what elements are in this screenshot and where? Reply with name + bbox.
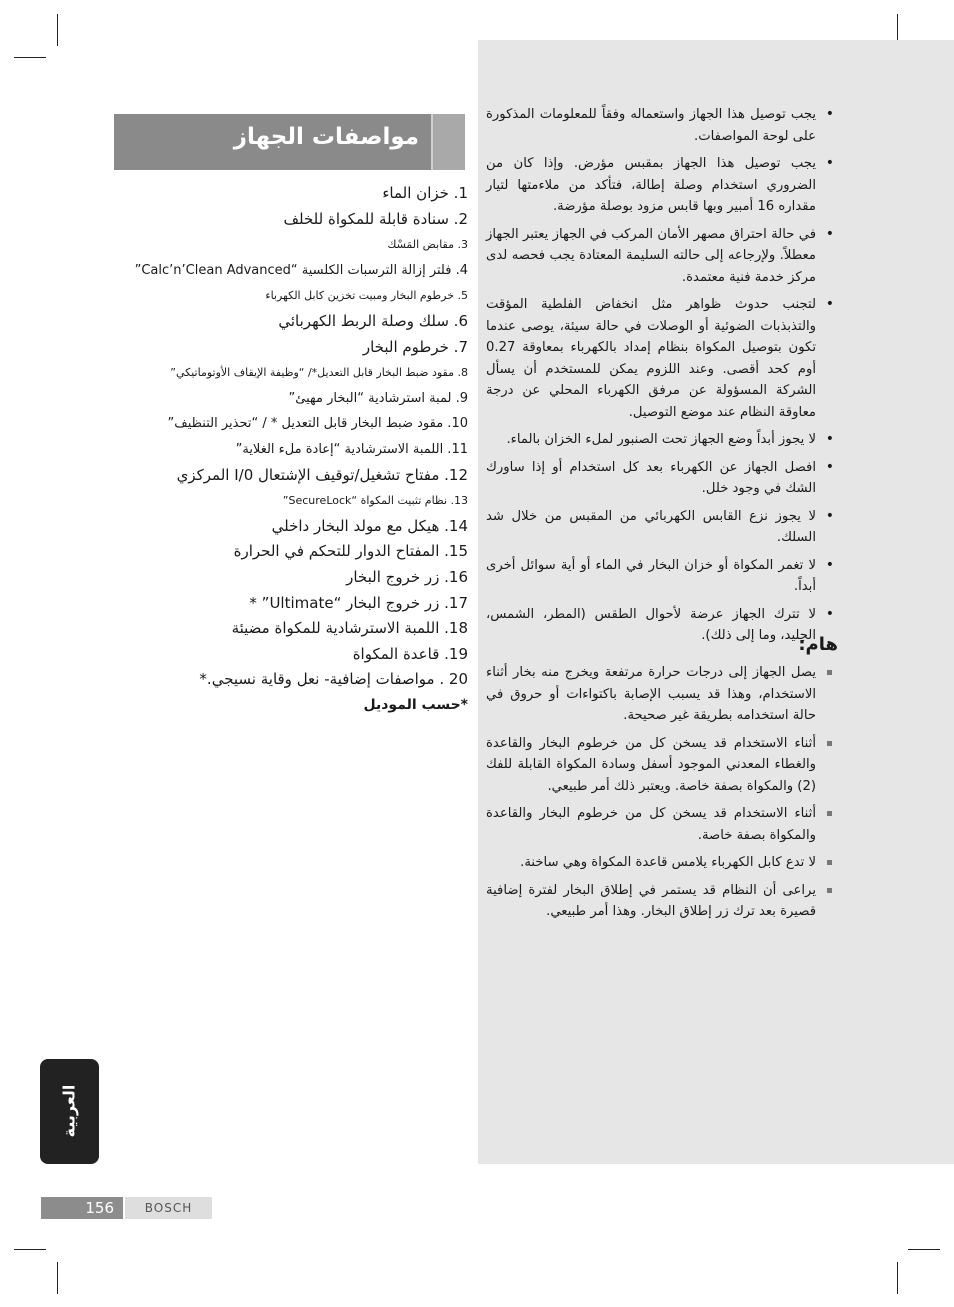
- spec-item: 19. قاعدة المكواة: [352, 644, 468, 663]
- spec-item: 15. المفتاح الدوار للتحكم في الحرارة: [233, 542, 468, 561]
- important-item: يراعى أن النظام قد يستمر في إطلاق البخار لفترة إضافية قصيرة بعد ترك زر إطلاق البخار. وهذا أمر طبيعي.: [486, 880, 836, 923]
- brand-name: BOSCH: [144, 1201, 193, 1215]
- spec-item: 6. سلك وصلة الربط الكهربائي: [278, 311, 468, 330]
- important-item: أثناء الاستخدام قد يسخن كل من خرطوم البخار والقاعدة والمكواة بصفة خاصة.: [486, 803, 836, 846]
- crop-mark: [908, 1249, 940, 1250]
- safety-item: • يجب توصيل هذا الجهاز واستعماله وفقاً للمعلومات المذكورة على لوحة المواصفات.: [486, 104, 836, 147]
- page-number: 156: [85, 1199, 114, 1217]
- spec-item: 5. خرطوم البخار ومبيت تخزين كابل الكهرباء: [265, 289, 468, 303]
- language-tab: [40, 1059, 99, 1164]
- brand-box: [125, 1197, 212, 1219]
- spec-item: 12. مفتاح تشغيل/توقيف الإشتعال I/0 المركزي: [176, 465, 468, 484]
- spec-item: 9. لمبة استرشادية “البخار مهيئ”: [288, 390, 468, 406]
- important-heading: هام:: [798, 634, 838, 655]
- spec-item: 4. فلتر إزالة الترسبات الكلسية “Calc’n’Clean Advanced”: [134, 262, 468, 278]
- page-title: مواصفات الجهاز: [233, 124, 419, 150]
- safety-item: • لا يجوز أبداً وضع الجهاز تحت الصنبور لملء الخزان بالماء.: [486, 429, 836, 451]
- safety-item: • لا تترك الجهاز عرضة لأحوال الطقس (المطر، الشمس، الجليد، وما إلى ذلك).: [486, 604, 836, 647]
- spec-item: 10. مقود ضبط البخار قابل التعديل * / “تحذير التنظيف”: [167, 416, 468, 432]
- section-title-bar: [114, 114, 465, 170]
- safety-item: • في حالة احتراق مصهر الأمان المركب في الجهاز يعتبر الجهاز معطلاً. ولإرجاعه إلى حالته السليمة المعتادة يجب فحصه لدى مركز خدمة فنية معتمدة.: [486, 224, 836, 289]
- spec-item: 11. اللمبة الاسترشادية “إعادة ملء الغلاية”: [235, 441, 468, 457]
- safety-item: • لتجنب حدوث ظواهر مثل انخفاض الفلطية المؤقت والتذبذبات الضوئية أو الوصلات في حالة سيئة، يوصى عندما تكون بتوصيل المكواة بنظام إمداد بالكهرباء بمعاوقة 0.27 أوم كحد أقصى. وعند اللزوم يمكن للمستخدم أن يسأل الشركة المسؤولة عن مرفق الكهرباء المحلي عن درجة معاوقة النظام عند موضع التوصيل.: [486, 294, 836, 423]
- safety-item: • لا يجوز نزع القابس الكهربائي من المقبس من خلال شد السلك.: [486, 506, 836, 549]
- spec-item: 2. سنادة قابلة للمكواة للخلف: [283, 209, 468, 228]
- spec-item: 13. نظام تثبيت المكواة “SecureLock”: [282, 494, 468, 508]
- spec-item: 7. خرطوم البخار: [362, 337, 468, 356]
- important-item: أثناء الاستخدام قد يسخن كل من خرطوم البخار والقاعدة والغطاء المعدني الموجود أسفل وسادة المكواة القابلة للفك (2) والمكواة بصفة خاصة. ويعتبر ذلك أمر طبيعي.: [486, 733, 836, 798]
- crop-mark: [57, 14, 58, 46]
- spec-item: 17. زر خروج البخار “Ultimate” *: [249, 593, 468, 612]
- safety-item: • لا تغمر المكواة أو خزان البخار في الماء أو أية سوائل أخرى أبداً.: [486, 555, 836, 598]
- important-item: يصل الجهاز إلى درجات حرارة مرتفعة ويخرج منه بخار أثناء الاستخدام، وهذا قد يسبب الإصابة باكتواءات أو حروق في حالة استخدامه بطريقة غير صحيحة.: [486, 662, 836, 727]
- safety-list: [486, 104, 836, 653]
- spec-item: 18. اللمبة الاسترشادية للمكواة مضيئة: [231, 619, 468, 638]
- spec-item: 3. مقابض المَسْك: [387, 238, 468, 252]
- spec-item: 16. زر خروج البخار: [346, 567, 468, 586]
- spec-item: 14. هيكل مع مولد البخار داخلي: [271, 516, 468, 535]
- language-label: العربية: [59, 1084, 79, 1138]
- important-item: لا تدع كابل الكهرباء يلامس قاعدة المكواة وهي ساخنة.: [486, 852, 836, 874]
- crop-mark: [14, 1249, 46, 1250]
- page-number-box: [41, 1197, 123, 1219]
- spec-item: 8. مقود ضبط البخار قابل التعديل*/ “وظيفة الإيقاف الأوتوماتيكي”: [170, 366, 468, 380]
- crop-mark: [57, 1262, 58, 1294]
- spec-item: 20 . مواصفات إضافية- نعل وقاية نسيجي.*: [199, 670, 468, 689]
- important-list: [486, 662, 836, 929]
- crop-mark: [14, 57, 46, 58]
- title-tab-decoration: [431, 114, 465, 170]
- safety-item: • يجب توصيل هذا الجهاز بمقبس مؤرض. وإذا كان من الضروري استخدام وصلة إطالة، فتأكد من ملاءمتها لتيار مقداره 16 أمبير وبها قابس مزود بوصلة مؤرضة.: [486, 153, 836, 218]
- spec-list: [112, 181, 468, 718]
- spec-item: 1. خزان الماء: [382, 184, 468, 202]
- crop-mark: [897, 1262, 898, 1294]
- safety-item: • افصل الجهاز عن الكهرباء بعد كل استخدام أو إذا ساورك الشك في وجود خلل.: [486, 457, 836, 500]
- spec-footnote: *حسب الموديل: [363, 696, 468, 713]
